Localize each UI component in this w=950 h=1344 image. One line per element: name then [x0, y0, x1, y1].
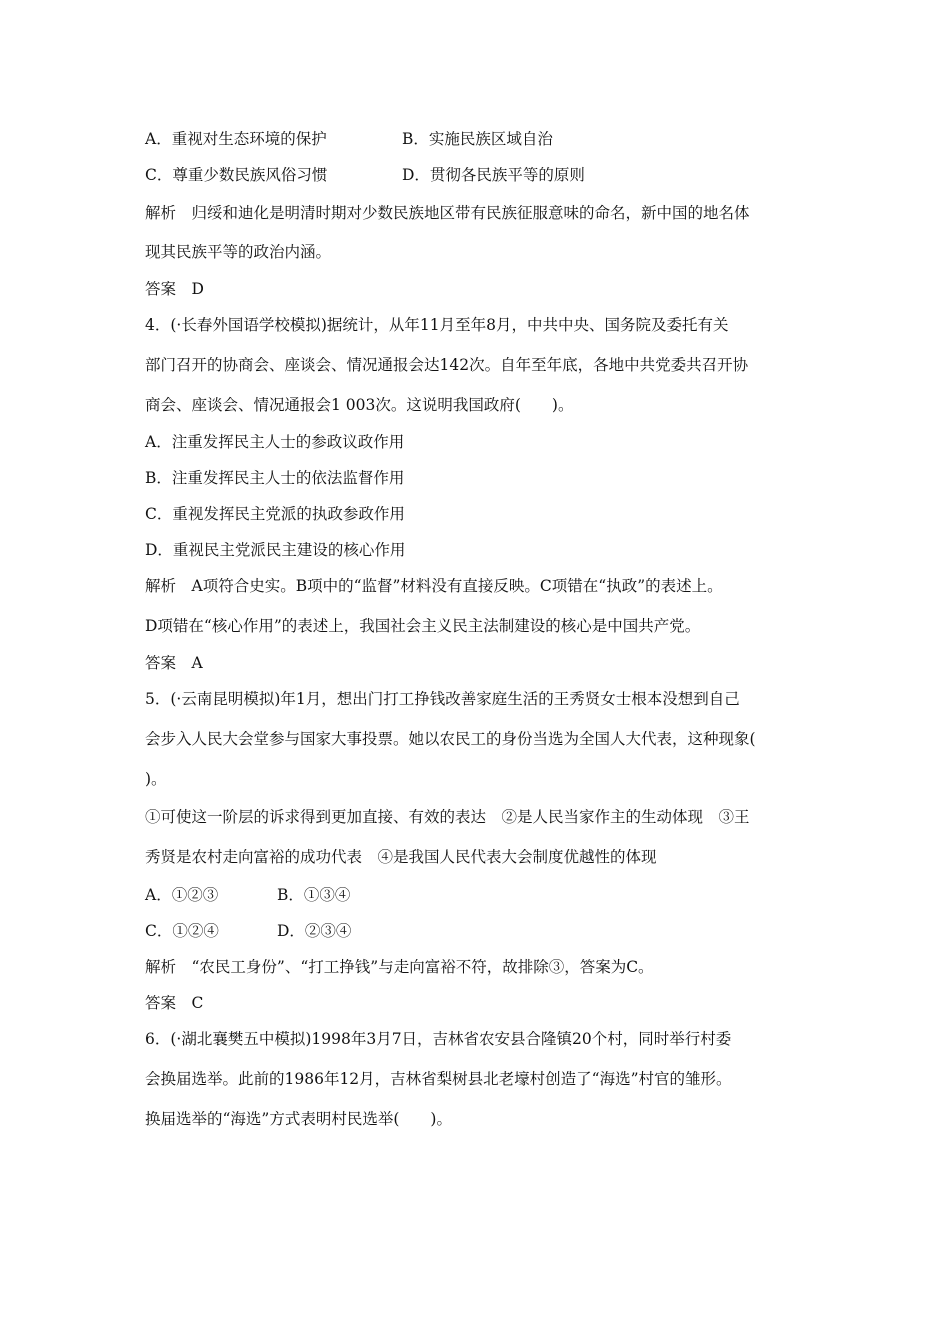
q3-analysis-line-2: 现其民族平等的政治内涵。 — [145, 243, 332, 261]
q5-stem-line-1: 5．(·云南昆明模拟)年1月，想出门打工挣钱改善家庭生活的王秀贤女士根本没想到自己 — [145, 690, 740, 708]
q3-option-c: C．尊重少数民族风俗习惯 — [145, 166, 328, 184]
q4-answer: 答案 A — [145, 654, 203, 672]
q4-analysis-line-1: 解析 A项符合史实。B项中的“监督”材料没有直接反映。C项错在“执政”的表述上。 — [145, 577, 723, 595]
q3-analysis-line-1: 解析 归绥和迪化是明清时期对少数民族地区带有民族征服意味的命名，新中国的地名体 — [145, 204, 750, 222]
q4-option-a: A．注重发挥民主人士的参政议政作用 — [145, 433, 405, 451]
q5-stem-line-2: 会步入人民大会堂参与国家大事投票。她以农民工的身份当选为全国人大代表，这种现象( — [145, 730, 756, 748]
q3-option-d: D．贯彻各民族平等的原则 — [402, 166, 585, 184]
q5-option-a: A．①②③ — [145, 886, 219, 904]
q5-option-c: C．①②④ — [145, 922, 219, 940]
q5-items-line-2: 秀贤是农村走向富裕的成功代表 ④是我国人民代表大会制度优越性的体现 — [145, 848, 657, 866]
q3-option-b: B．实施民族区域自治 — [402, 130, 553, 148]
q4-analysis-line-2: D项错在“核心作用”的表述上，我国社会主义民主法制建设的核心是中国共产党。 — [145, 617, 701, 635]
q4-option-c: C．重视发挥民主党派的执政参政作用 — [145, 505, 405, 523]
q3-option-a: A．重视对生态环境的保护 — [145, 130, 327, 148]
q4-option-b: B．注重发挥民主人士的依法监督作用 — [145, 469, 405, 487]
q5-stem-line-3: )。 — [145, 770, 167, 788]
q5-analysis: 解析 “农民工身份”、“打工挣钱”与走向富裕不符，故排除③，答案为C。 — [145, 958, 654, 976]
q5-answer: 答案 C — [145, 994, 204, 1012]
q4-stem-line-3: 商会、座谈会、情况通报会1 003次。这说明我国政府( )。 — [145, 396, 574, 414]
q4-stem-line-2: 部门召开的协商会、座谈会、情况通报会达142次。自年至年底，各地中共党委共召开协 — [145, 356, 749, 374]
q6-stem-line-3: 换届选举的“海选”方式表明村民选举( )。 — [145, 1110, 452, 1128]
q5-option-d: D．②③④ — [277, 922, 352, 940]
q6-stem-line-1: 6．(·湖北襄樊五中模拟)1998年3月7日，吉林省农安县合隆镇20个村，同时举行村委 — [145, 1030, 732, 1048]
q4-stem-line-1: 4．(·长春外国语学校模拟)据统计，从年11月至年8月，中共中央、国务院及委托有关 — [145, 316, 729, 334]
q4-option-d: D．重视民主党派民主建设的核心作用 — [145, 541, 406, 559]
q5-option-b: B．①③④ — [277, 886, 351, 904]
q6-stem-line-2: 会换届选举。此前的1986年12月，吉林省梨树县北老壕村创造了“海选”村官的雏形。 — [145, 1070, 732, 1088]
q3-answer: 答案 D — [145, 280, 204, 298]
q5-items-line-1: ①可使这一阶层的诉求得到更加直接、有效的表达 ②是人民当家作主的生动体现 ③王 — [145, 808, 750, 826]
